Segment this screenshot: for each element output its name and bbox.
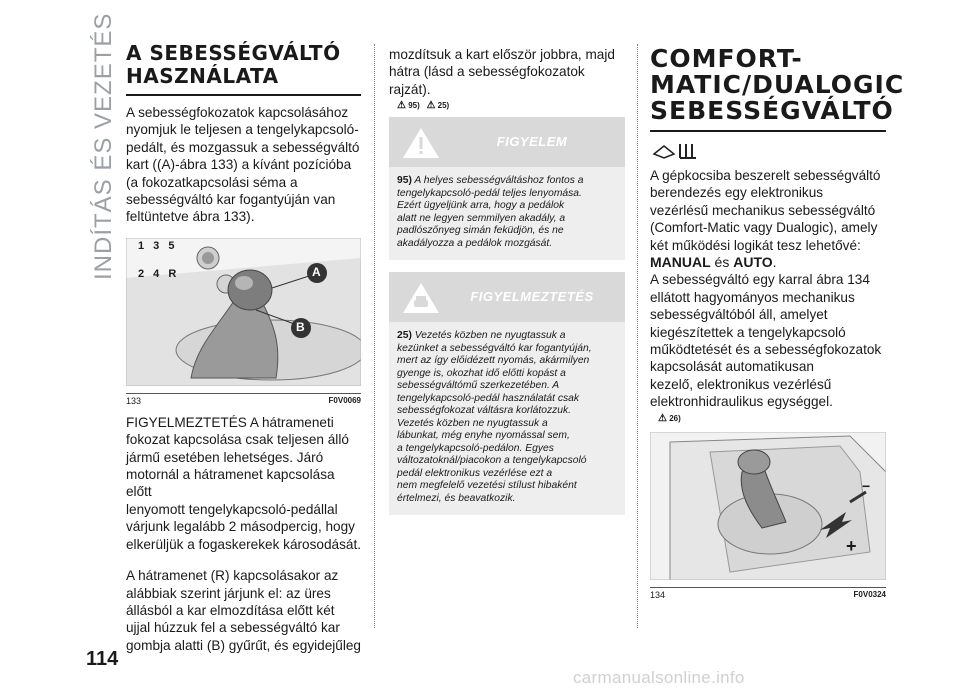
column-1 — [126, 42, 361, 654]
callout-b: B — [296, 319, 305, 334]
minus-sign: − — [862, 477, 871, 494]
gear-lever-illustration — [126, 238, 361, 386]
warning-text: 95) A helyes sebességváltáshoz fontos a tengelykapcsoló-pedál teljes lenyomása. Ezért ügyeljünk arra, hogy a pedálok alatt ne legyen semmilyen akadály, a padlószőnyeg simán feküdjön, és ne akadályozza a pedálok mozgását. — [397, 175, 584, 249]
callout-a: A — [312, 264, 321, 279]
hand-book-icon — [650, 140, 702, 162]
page-number: 114 — [86, 648, 119, 670]
notice-text: 25) Vezetés közben ne nyugtassuk a kezünket a sebességváltó kar fogantyúján, mert az így előidézett nyomás, akármilyen gyenge is, okozhat idő előtti kopást a sebességváltómű szerkezetében. A tengelykapcsoló-pedál használatát csak sebességfokozat váltásra korlátozzuk. Vezetés közben ne nyugtassuk a lábunkat, még enyhe nyomással sem, a tengelykapcsoló-pedálon. Egyes változatoknál/piacokon a tengelykapcsoló pedál elektronikus vezérlése ezt a nem megfelelő vezetési stílust hibaként értelmezi, és beavatkozik. — [397, 330, 592, 504]
reverse-warning-paragraph: FIGYELMEZTETÉS A hátrameneti fokozat kapcsolása csak teljesen álló jármű esetében lehetséges. Járó motornál a hátramenet kapcsolása előtt lenyomott tengelykapcsoló-pedállal várjunk legalább 2 másodpercig, hogy elkerüljük a fogaskerekek károsodását. — [126, 414, 361, 552]
chapter-title: INDÍTÁS ÉS VEZETÉS — [90, 12, 117, 280]
automatic-shifter-illustration — [650, 432, 886, 580]
warning-box-caution — [389, 117, 625, 260]
mode-auto: AUTO — [733, 254, 773, 271]
warning-triangle-icon — [401, 126, 441, 160]
column-divider — [374, 44, 376, 628]
column-2 — [389, 46, 625, 515]
figure-caption: 133 F0V0069 — [126, 393, 361, 406]
chapter-sidebar — [60, 12, 117, 280]
section-heading-comfortmatic: COMFORT- MATIC/DUALOGIC SEBESSÉGVÁLTÓ — [650, 46, 886, 132]
watermark: carmanualsonline.info — [573, 668, 745, 687]
gear-pattern-bottom: 2 4 R — [138, 267, 180, 280]
modes-line: MANUAL és AUTO. — [650, 254, 777, 271]
figure-134 — [650, 432, 886, 600]
figure-caption: 134 F0V0324 — [650, 587, 886, 600]
continued-paragraph: mozdítsuk a kart először jobbra, majd hátra (lásd a sebességfokozatok rajzát). — [389, 47, 615, 97]
column-divider — [637, 44, 639, 628]
column-3 — [650, 44, 905, 600]
reverse-gear-paragraph: A hátramenet (R) kapcsolásakor az alábbiak szerint járjunk el: az üres állásból a kar elmozdítása előtt két ujjal húzzuk fel a sebességváltó kar gombja alatti (B) gyűrűt, és egyidejűleg — [126, 568, 361, 653]
reference-marker: ⚠ 26) — [658, 412, 681, 424]
figure-133 — [126, 238, 361, 406]
warning-box-notice — [389, 272, 625, 515]
mode-manual: MANUAL — [650, 254, 711, 271]
comfortmatic-intro: A gépkocsiba beszerelt sebességváltó berendezés egy elektronikus vezérlésű mechanikus sebességváltó (Comfort-Matic vagy Dualogic), amely két működési logikát tesz lehetővé: — [650, 168, 881, 253]
car-warning-icon — [401, 281, 441, 315]
section-heading: A SEBESSÉGVÁLTÓ HASZNÁLATA — [126, 42, 361, 96]
comfortmatic-description: A sebességváltó egy karral ábra 134 ellátott hagyományos mechanikus sebességváltóból áll, amelyet kiegészítettek a tengelykapcsoló működtetését és a sebességfokozatok kapcsolását automatikusan kezelő, elektronikus vezérlésű elektronhidraulikus egységgel. — [650, 272, 882, 410]
intro-paragraph: A sebességfokozatok kapcsolásához nyomjuk le teljesen a tengelykapcsoló- pedált, és mozgassuk a sebességváltó kart ((A)-ábra 133) a kívánt pozícióba (a fokozatkapcsolási séma a sebességváltó kar fogantyúján van feltüntetve ábra 133). — [126, 105, 360, 225]
reference-markers: ⚠ 95) ⚠ 25) — [397, 100, 450, 112]
plus-sign: + — [846, 535, 857, 556]
gear-pattern-top: 1 3 5 — [138, 239, 178, 252]
notice-title: FIGYELMEZTETÉS — [470, 289, 594, 305]
warning-title: FIGYELEM — [496, 134, 568, 150]
